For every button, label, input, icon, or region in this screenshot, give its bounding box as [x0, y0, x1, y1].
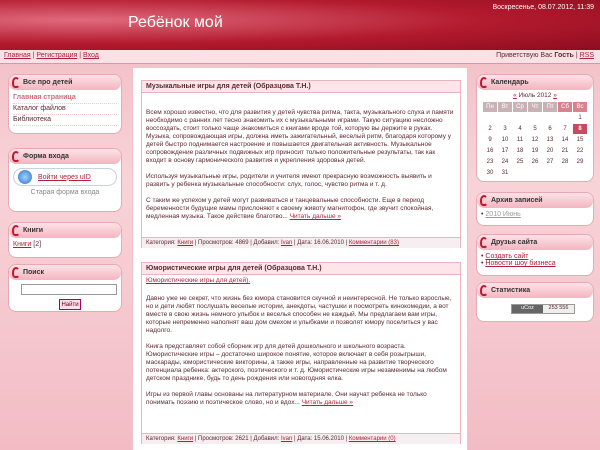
- calendar-day[interactable]: 23: [486, 159, 494, 165]
- calendar-day[interactable]: 24: [501, 159, 509, 165]
- swirl-icon: [12, 77, 20, 88]
- swirl-icon: [480, 77, 488, 88]
- search-title: Поиск: [23, 269, 45, 276]
- calendar-weekday: Чт: [528, 102, 542, 112]
- calendar-grid: [482, 101, 588, 179]
- nav-separator: |: [575, 52, 578, 59]
- calendar-weekday: Ср: [513, 102, 527, 112]
- friend-link[interactable]: Создать сайт: [485, 253, 529, 260]
- archive-box: Архив записей • 2010 Июнь: [476, 192, 594, 226]
- search-box: [8, 264, 122, 312]
- calendar-title: Календарь: [491, 79, 529, 86]
- entry-paragraph: Игры из первой главы основаны на литературном материале. Они научат ребенка не только понимать поэзию и поэтическое слово, но и вдох...: [146, 391, 427, 406]
- counter-brand: uCoz: [512, 305, 543, 313]
- calendar-day[interactable]: 22: [576, 148, 584, 154]
- greeting-user: Гость: [554, 52, 574, 59]
- entry-date: Дата: 16.06.2010: [297, 240, 344, 246]
- uid-login-button[interactable]: [13, 168, 117, 186]
- nav-register-link[interactable]: Регистрация: [36, 52, 78, 59]
- nav-separator: |: [79, 52, 82, 59]
- box-header: [9, 265, 121, 280]
- site-header: [0, 0, 600, 50]
- nav-home-link[interactable]: Главная: [4, 52, 31, 59]
- swirl-icon: [12, 151, 20, 162]
- uid-login-label: Войти через uID: [38, 173, 91, 181]
- calendar-day[interactable]: 5: [533, 126, 537, 132]
- entry-paragraph: С таким же успехом у детей могут развиваться и танцевальные способности. Еще в период беременности будущие мамы прислоняют к своему животу магнитофон, где звучит спокойная, медленная музыка. Такое действие благотво...: [146, 197, 434, 220]
- read-more-link[interactable]: Читать дальше »: [289, 213, 342, 220]
- archive-title: Архив записей: [491, 197, 543, 204]
- box-header: [477, 283, 593, 298]
- books-category-link[interactable]: Книги: [13, 241, 32, 248]
- calendar-day[interactable]: 15: [576, 137, 584, 143]
- box-header: [9, 223, 121, 238]
- entry-title[interactable]: Музыкальные игры для детей (Образцова Т.Н.): [142, 81, 460, 93]
- menu-item-library[interactable]: Библиотека: [13, 115, 117, 126]
- calendar-day[interactable]: 19: [531, 148, 539, 154]
- calendar-day[interactable]: 27: [546, 159, 554, 165]
- calendar-day[interactable]: 26: [531, 159, 539, 165]
- calendar-day[interactable]: 6: [548, 126, 552, 132]
- calendar-day[interactable]: 2: [488, 126, 492, 132]
- swirl-icon: [480, 237, 488, 248]
- greeting: [496, 52, 594, 59]
- visit-counter[interactable]: [511, 304, 575, 314]
- calendar-next-link[interactable]: »: [553, 92, 557, 99]
- swirl-icon: [12, 225, 20, 236]
- calendar-empty-cell: [513, 113, 527, 123]
- calendar-day[interactable]: 8: [573, 124, 587, 134]
- books-title: Книги: [23, 227, 44, 234]
- calendar-empty-cell: [483, 113, 497, 123]
- books-count: [2]: [33, 241, 42, 248]
- category-link[interactable]: Книги: [177, 240, 194, 246]
- nav-links: [4, 52, 99, 59]
- calendar-day[interactable]: 7: [563, 126, 567, 132]
- box-header: [477, 75, 593, 90]
- main-content: [132, 68, 468, 450]
- calendar-day[interactable]: 25: [516, 159, 524, 165]
- meta-label: Категория:: [146, 240, 176, 246]
- calendar-day[interactable]: 21: [561, 148, 569, 154]
- comments-link[interactable]: Комментарии (0): [348, 436, 396, 442]
- old-login-form-link[interactable]: Старая форма входа: [30, 189, 100, 196]
- calendar-day[interactable]: 30: [486, 170, 494, 176]
- calendar-box: [476, 74, 594, 182]
- calendar-empty-cell: [558, 168, 572, 178]
- box-header: [477, 193, 593, 208]
- calendar-day[interactable]: 4: [518, 126, 522, 132]
- calendar-day[interactable]: 16: [486, 148, 494, 154]
- stats-title: Статистика: [491, 287, 531, 294]
- meta-label: Добавил:: [253, 240, 280, 246]
- date-time: Воскресенье, 08.07.2012, 11:39: [492, 4, 594, 11]
- calendar-empty-cell: [498, 113, 512, 123]
- calendar-empty-cell: [528, 113, 542, 123]
- calendar-empty-cell: [558, 113, 572, 123]
- calendar-day[interactable]: 31: [501, 170, 509, 176]
- calendar-day[interactable]: 28: [561, 159, 569, 165]
- entry-paragraph: Всем хорошо известно, что для развития у детей чувства ритма, такта, музыкального слуха и памяти необходимо с ранних лет тесно знакомить их с музыкальными играми. Такую ситуацию несложно воссоздать, стоит только чаще знакомиться с книгами вроде той, которую вы держите в руках. Музыка, сопровождающая игры, должна иметь зажигательный, веселый ритм, благодаря которому у детей быстро поднимается настроение и повышается двигательная активность. Музыкальное сопровождение различных подвижных игр приносит только положительные результаты, так как входит в основу гармонического развития и укрепления здоровья детей.: [146, 109, 454, 164]
- about-box: [8, 74, 122, 134]
- views-count: Просмотров: 4869: [198, 240, 249, 246]
- comments-link[interactable]: Комментарии (83): [348, 240, 399, 246]
- search-input[interactable]: [21, 284, 117, 295]
- entry-subtitle[interactable]: Юмористические игры для детей).: [146, 277, 251, 284]
- entry-paragraph: Используя музыкальные игры, родители и учителя имеют прекрасную возможность выявить и развить у ребенка музыкальные способности: слух, голос, чувство ритма и т. д.: [146, 173, 432, 188]
- calendar-prev-link[interactable]: «: [513, 92, 517, 99]
- uid-icon: [18, 170, 32, 184]
- box-header: [9, 149, 121, 164]
- box-header: [477, 235, 593, 250]
- calendar-day[interactable]: 29: [576, 159, 584, 165]
- calendar-weekday: Пт: [543, 102, 557, 112]
- calendar-day[interactable]: 11: [516, 137, 524, 143]
- calendar-weekday: Вт: [498, 102, 512, 112]
- calendar-day[interactable]: 14: [561, 137, 569, 143]
- calendar-day[interactable]: 17: [501, 148, 509, 154]
- calendar-empty-cell: [543, 168, 557, 178]
- nav-separator: |: [32, 52, 35, 59]
- swirl-icon: [12, 267, 20, 278]
- calendar-day[interactable]: 20: [546, 148, 554, 154]
- entry-title[interactable]: Юмористические игры для детей (Образцова Т.Н.): [142, 263, 460, 275]
- swirl-icon: [480, 195, 488, 206]
- calendar-weekday: Пн: [483, 102, 497, 112]
- friends-box: Друзья сайта • Создать сайт • Новости шоу бизнеса: [476, 234, 594, 276]
- archive-link[interactable]: 2010 Июнь: [485, 211, 521, 218]
- calendar-empty-cell: [543, 113, 557, 123]
- box-header: [9, 75, 121, 90]
- author-link[interactable]: Ivan: [281, 436, 293, 442]
- login-box: [8, 148, 122, 212]
- greeting-text: Приветствую Вас: [496, 52, 553, 59]
- menu-item-home[interactable]: Главная страница: [13, 93, 117, 104]
- stats-box: [476, 282, 594, 322]
- views-count: Просмотров: 2621: [198, 436, 249, 442]
- calendar-empty-cell: [528, 168, 542, 178]
- friend-link[interactable]: Новости шоу бизнеса: [485, 260, 556, 267]
- meta-label: Категория:: [146, 436, 176, 442]
- calendar-day[interactable]: 12: [531, 137, 539, 143]
- calendar-day[interactable]: 18: [516, 148, 524, 154]
- calendar-day[interactable]: 1: [578, 115, 582, 121]
- category-link[interactable]: Книги: [177, 436, 194, 442]
- menu-item-files[interactable]: Каталог файлов: [13, 104, 117, 115]
- entry: [141, 80, 461, 248]
- calendar-weekday: Сб: [558, 102, 572, 112]
- calendar-month: Июль 2012: [518, 92, 552, 99]
- calendar-weekday: Вс: [573, 102, 587, 112]
- entry: [141, 262, 461, 444]
- calendar-empty-cell: [573, 168, 587, 178]
- entry-meta: Категория: Книги | Просмотров: 2621 | Добавил: Ivan | Дата: 15.06.2010 | Комментарии (0): [142, 433, 460, 444]
- calendar-day[interactable]: 3: [503, 126, 507, 132]
- calendar-day[interactable]: 9: [488, 137, 492, 143]
- read-more-link[interactable]: Читать дальше »: [301, 399, 354, 406]
- login-title: Форма входа: [23, 153, 69, 160]
- author-link[interactable]: Ivan: [281, 240, 293, 246]
- meta-label: Добавил:: [253, 436, 280, 442]
- site-title[interactable]: Ребёнок мой: [128, 14, 223, 31]
- calendar-day[interactable]: 10: [501, 137, 509, 143]
- search-button[interactable]: Найти: [59, 299, 81, 310]
- calendar-day[interactable]: 13: [546, 137, 554, 143]
- entry-date: Дата: 15.06.2010: [297, 436, 344, 442]
- rss-link[interactable]: RSS: [579, 52, 594, 59]
- books-box: [8, 222, 122, 258]
- top-nav-bar: [0, 50, 600, 64]
- entry-paragraph: Книга представляет собой сборник игр для детей дошкольного и школьного возраста. Юмористические игры – достаточно широкое понятие, которое включает в себя розыгрыши, маскарады, юмористические викторины, а также игры, направленные на развитие творческого потенциала ребенка: актерского, поэтического и т. д. Юмористические игры незаменимы на любом детском празднике, будь то день рождения или новогодняя елка.: [146, 343, 447, 382]
- calendar-nav: [477, 92, 593, 99]
- calendar-empty-cell: [513, 168, 527, 178]
- about-title: Все про детей: [23, 79, 73, 86]
- entry-meta: Категория: Книги | Просмотров: 4869 | Добавил: Ivan | Дата: 16.06.2010 | Комментарии (83): [142, 237, 460, 248]
- nav-login-link[interactable]: Вход: [83, 52, 99, 59]
- counter-value: 253 556: [548, 305, 569, 311]
- entry-paragraph: Давно уже не секрет, что жизнь без юмора становится скучной и неинтересной. Не только взрослые, но и дети любят послушать веселые истории, анекдоты, частушки и посмотреть кинокомедии, а вот вместе в свою жизнь немного улыбок и веселья способен не каждый. Мы предлагаем вам игры, которые непременно наполнят ваш дом смехом и улыбками и позволят юмору поселиться у вас надолго.: [146, 295, 452, 334]
- swirl-icon: [480, 285, 488, 296]
- friends-title: Друзья сайта: [491, 239, 538, 246]
